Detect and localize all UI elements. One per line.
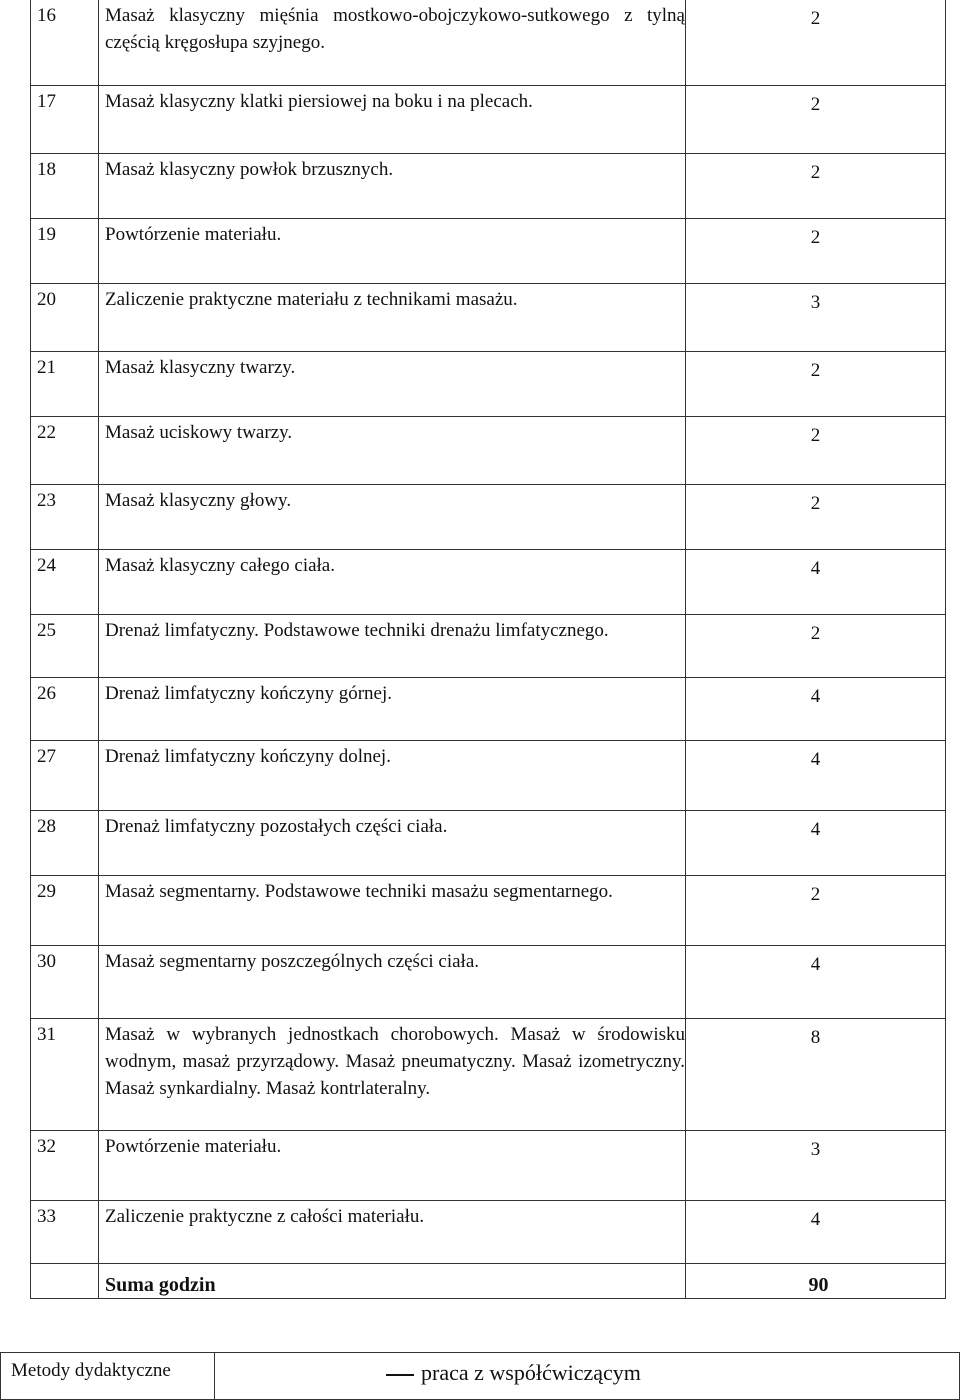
table-row [31,283,946,351]
table-row [31,810,946,875]
row-hours: 2 [686,218,946,283]
table-row [31,416,946,484]
row-topic: Drenaż limfatyczny. Podstawowe techniki drenażu limfatycznego. [99,614,686,677]
row-hours: 4 [686,1200,946,1263]
row-number: 17 [31,85,99,153]
table-row [31,549,946,614]
row-hours: 4 [686,740,946,810]
row-topic: Drenaż limfatyczny kończyny dolnej. [99,740,686,810]
row-topic: Masaż klasyczny głowy. [99,484,686,549]
row-number: 31 [31,1018,99,1130]
row-number: 20 [31,283,99,351]
row-hours: 4 [686,677,946,740]
table-row [31,1018,946,1130]
row-topic: Masaż klasyczny klatki piersiowej na boku i na plecach. [99,85,686,153]
table-row [31,945,946,1018]
row-topic: Masaż klasyczny powłok brzusznych. [99,153,686,218]
row-hours: 2 [686,484,946,549]
row-number: 27 [31,740,99,810]
summary-row [31,1263,946,1298]
curriculum-table [30,0,946,1299]
row-number: 29 [31,875,99,945]
row-number: 25 [31,614,99,677]
table-row [31,153,946,218]
row-number: 24 [31,549,99,614]
row-number: 21 [31,351,99,416]
table-row [31,351,946,416]
table-row [31,677,946,740]
teaching-methods-divider [214,1353,215,1399]
row-topic: Masaż klasyczny mięśnia mostkowo-obojczykowo-sutkowego z tylną częścią kręgosłupa szyjnego. [99,0,686,85]
table-row [31,0,946,85]
row-topic: Drenaż limfatyczny pozostałych części ciała. [99,810,686,875]
row-number: 28 [31,810,99,875]
row-hours: 2 [686,351,946,416]
row-topic: Masaż w wybranych jednostkach chorobowych. Masaż w środowisku wodnym, masaż przyrządowy. Masaż pneumatyczny. Masaż izometryczny. Masaż synkardialny. Masaż kontrlateralny. [99,1018,686,1130]
row-hours: 8 [686,1018,946,1130]
row-topic: Masaż klasyczny twarzy. [99,351,686,416]
row-number: 23 [31,484,99,549]
table-row [31,484,946,549]
row-hours: 3 [686,1130,946,1200]
teaching-methods-box [0,1352,960,1400]
table-row [31,85,946,153]
row-topic: Powtórzenie materiału. [99,1130,686,1200]
summary-label: Suma godzin [99,1263,686,1298]
table-row [31,614,946,677]
row-hours: 2 [686,153,946,218]
row-topic: Zaliczenie praktyczne z całości materiału. [99,1200,686,1263]
row-number: 33 [31,1200,99,1263]
table-row [31,1130,946,1200]
table-row [31,875,946,945]
row-number: 26 [31,677,99,740]
row-hours: 4 [686,945,946,1018]
row-number: 18 [31,153,99,218]
summary-total: 90 [686,1263,946,1298]
table-row [31,740,946,810]
row-topic: Masaż uciskowy twarzy. [99,416,686,484]
row-topic: Powtórzenie materiału. [99,218,686,283]
row-hours: 4 [686,810,946,875]
row-hours: 2 [686,0,946,85]
row-topic: Zaliczenie praktyczne materiału z technikami masażu. [99,283,686,351]
row-hours: 2 [686,875,946,945]
row-number: 19 [31,218,99,283]
row-topic: Masaż klasyczny całego ciała. [99,549,686,614]
teaching-methods-value: praca z współćwiczącym [421,1360,641,1385]
table-row [31,218,946,283]
row-topic: Masaż segmentarny poszczególnych części ciała. [99,945,686,1018]
row-topic: Drenaż limfatyczny kończyny górnej. [99,677,686,740]
row-topic: Masaż segmentarny. Podstawowe techniki masażu segmentarnego. [99,875,686,945]
teaching-methods-label: Metody dydaktyczne [11,1360,171,1381]
row-hours: 4 [686,549,946,614]
row-number: 32 [31,1130,99,1200]
row-number: 30 [31,945,99,1018]
row-number: 16 [31,0,99,85]
row-hours: 3 [686,283,946,351]
row-hours: 2 [686,614,946,677]
row-hours: 2 [686,416,946,484]
summary-empty-cell [31,1263,99,1298]
row-hours: 2 [686,85,946,153]
row-number: 22 [31,416,99,484]
dash-bullet [386,1374,414,1376]
curriculum-table-body [31,0,946,1263]
table-row [31,1200,946,1263]
